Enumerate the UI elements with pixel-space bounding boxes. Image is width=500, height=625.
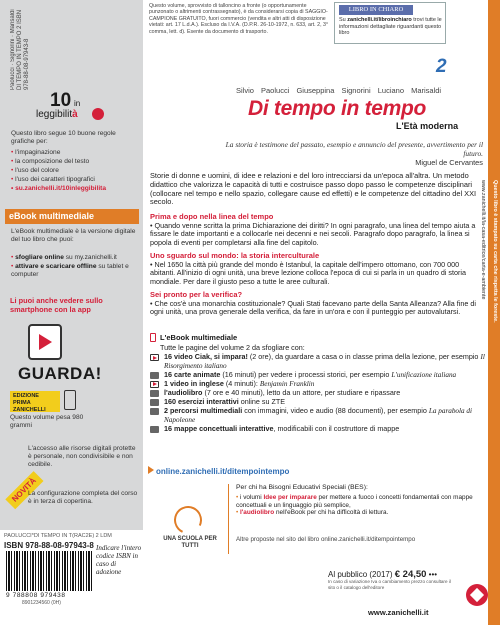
price-value: € 24,50 <box>394 569 427 580</box>
volume-number: 2 <box>436 56 447 77</box>
bes-list <box>236 494 476 517</box>
price-label: Al pubblico <box>328 570 368 579</box>
leggibilita-word-suffix: à <box>72 109 78 120</box>
section-verifica <box>150 291 482 317</box>
barcode-number: 9 788808 979438 <box>6 592 66 599</box>
config-text: La configurazione completa del corso è in terza di copertina. <box>28 490 138 505</box>
rule-item: • l'impaginazione <box>11 148 139 157</box>
price-note: In caso di variazione Iva o cambiamento prezzo consultare il sito o il catalogo dell'editore <box>328 579 451 590</box>
item-bold: l'audiolibro <box>164 387 203 397</box>
ebook-main-intro: Tutte le pagine del volume 2 da sfogliare con: <box>160 343 305 352</box>
bes-item <box>236 494 476 509</box>
barcode-small-code: 8901234560 (0H) <box>22 600 61 606</box>
item-italic: Il Risorgimento italiano <box>164 353 485 370</box>
ebook-option-bold: sfogliare online <box>15 254 64 261</box>
leggibilita-number: 10 <box>50 90 72 111</box>
libro-text-prefix: Su <box>339 17 348 23</box>
item-bold: 16 video Ciak, si impara! <box>164 352 248 361</box>
leggibilita-logo <box>34 90 106 124</box>
guarda-app-logo <box>10 324 120 390</box>
item-bold: 16 carte animate <box>164 369 221 379</box>
play-icon <box>28 324 62 360</box>
right-strip-text: Questo libro è stampato su carta che rispetta le foreste. <box>492 180 498 323</box>
item-rest: (16 minuti) per vedere i processi storici, per esempio <box>220 369 392 379</box>
section-item: • Quando venne scritta la prima Dichiarazione dei diritti? In ogni paragrafo, una linea del tempo aiuta a fissare le date importanti e a collocarle nei decenni e nei secoli. Paragrafo dopo paragrafo, la linea si popola di eventi per completarsi alla fine del capitolo. <box>150 222 482 248</box>
leggibilita-word-prefix: leggibilit <box>36 109 73 120</box>
ebook-main-heading: L'eBook multimediale <box>160 333 238 342</box>
section-heading: Sei pronto per la verifica? <box>150 290 243 299</box>
rule-item: • l'uso dei caratteri tipografici <box>11 175 139 184</box>
barcode-icon <box>6 551 94 591</box>
bes-item-prefix: i volumi <box>240 494 264 501</box>
isbn-note: Indicare l'intero codice ISBN in caso di adozione <box>96 544 142 576</box>
logo-circle-icon <box>170 502 206 538</box>
section-heading: Prima e dopo nella linea del tempo <box>150 212 274 221</box>
libro-in-chiaro-title: LIBRO IN CHIARO <box>339 5 413 15</box>
libro-in-chiaro-box[interactable] <box>334 2 446 44</box>
item-bold: 160 esercizi interattivi <box>164 396 239 406</box>
book-description: Storie di donne e uomini, di idee e relazioni e del loro intrecciarsi da un'epoca all'altra. Un metodo didattico che valorizza le capacità di tutti e costruisce passo dopo passo le competenze disciplinari (collocare nel tempo e nello spazio, collegare cause ed effetti) e le competenze del cittadino del XXI secolo. <box>150 171 477 207</box>
ebook-option-rest: su tablet e computer <box>11 263 129 278</box>
guarda-caption: Li puoi anche vedere sullo smartphone con la app <box>10 296 103 314</box>
section-item: • Nel 1650 la città più grande del mondo è Istanbul, la capitale dell'impero ottomano, con 700 000 abitanti. All'inizio di ogni unità, una breve lezione colloca l'epoca di cui si parla in un quadro di storia mondiale. Per dare il giusto peso a tutte le aree culturali. <box>150 261 482 287</box>
quote-author: Miguel de Cervantes <box>415 158 483 167</box>
sample-copy-note: Questo volume, sprovvisto di talloncino a fronte (o opportunamente punzonato o altrimenti contrassegnato), è da considerarsi copia di SAGGIO-CAMPIONE GRATUITO, fuori commercio (vendita e altri atti di disposizione vietati: art. 17 L.d.A.). Escluso da I.V.A. (D.P.R. 26-10-1972, n. 633, art. 2, 3° comma, lett. d). Esente da documento di trasporto. <box>149 3 329 35</box>
logo-text: UNA SCUOLA PER TUTTI <box>163 536 217 549</box>
ebook-content-item <box>150 425 486 434</box>
item-bold: 1 video in inglese <box>164 378 224 388</box>
ebook-content-item <box>150 407 486 424</box>
price-dots: ••• <box>428 570 438 579</box>
animation-icon <box>150 372 159 379</box>
section-heading: Uno sguardo sul mondo: la storia interculturale <box>150 251 320 260</box>
rules-list <box>11 148 139 193</box>
section-item: • Che cos'è una monarchia costituzionale? Quali Stati facevano parte della Santa Alleanza? Alla fine di ogni unità, una prova generale della verifica, da fare in un'ora e con il punteggio per autovalutarsi. <box>150 300 482 317</box>
bes-block <box>150 484 482 570</box>
item-rest: con immagini, video e audio (88 documenti), per esempio <box>242 406 429 416</box>
bes-footer: Altre proposte nel sito del libro online.zanichelli.it/ditempointempo <box>236 536 416 543</box>
ebook-band: eBook multimediale <box>5 209 139 224</box>
rule-item: • l'uso del colore <box>11 166 139 175</box>
item-rest: (7 ore e 40 minuti), letto da un attore, per studiare e ripassare <box>202 387 401 397</box>
item-bold: 16 mappe concettuali interattive <box>164 423 274 433</box>
map-icon <box>150 426 159 433</box>
bes-item <box>236 509 476 517</box>
section-world <box>150 252 482 286</box>
bes-item-bold: Idee per imparare <box>263 494 317 501</box>
leggibilita-in: in <box>74 99 81 108</box>
novita-label: NOVITÀ <box>5 471 43 509</box>
isbn-label: ISBN 978-88-08-97943-8 <box>4 541 94 550</box>
smartphone-icon <box>64 390 76 410</box>
bes-title: Per chi ha Bisogni Educativi Speciali (BES): <box>236 484 368 491</box>
catalog-code: PAOLUCCI*DI TEMPO IN T(RAC2E) 2 LDM <box>4 533 112 539</box>
book-title: Di tempo in tempo <box>248 97 427 120</box>
ebook-phone-icon <box>150 333 156 342</box>
ebook-options <box>11 254 139 280</box>
item-italic: L'unificazione italiana <box>391 370 457 379</box>
edition-vertical-text: Paolucci · Signorini · Marisaldi DI TEMPO IN TEMPO 2 ISBN 978-88-08-97943-8 <box>10 9 30 90</box>
bes-item-bold: l'audiolibro <box>240 509 275 517</box>
leggibilita-link[interactable]: • su.zanichelli.it/10inleggibilita <box>11 184 139 193</box>
ebook-content-list <box>150 353 486 434</box>
item-rest: (4 minuti): <box>223 378 260 388</box>
scuola-per-tutti-logo <box>160 506 220 549</box>
online-resources-link[interactable]: online.zanichelli.it/ditempointempo <box>156 467 290 476</box>
arrow-right-icon <box>148 466 154 474</box>
book-subtitle: L'Età moderna <box>396 121 459 131</box>
right-strip-url: www.zanichelli.it/la-casa-editrice/carta-e-ambiente <box>480 180 486 300</box>
ebook-content-item <box>150 353 486 370</box>
libro-text-suffix: trovi tutte le informazioni dettagliate riguardanti questo libro <box>339 17 442 37</box>
audio-icon <box>150 390 159 397</box>
weight-text: Questo volume pesa 980 grammi <box>10 414 84 429</box>
access-text: L'accesso alle risorse digitali protette è personale, non condivisibile e non cedibile. <box>28 445 136 468</box>
item-rest: online su ZTE <box>238 396 286 406</box>
zanichelli-logo-icon <box>466 584 488 606</box>
ebook-option <box>11 263 139 279</box>
leggibilita-word <box>36 109 78 120</box>
item-rest: (2 ore), da guardare a casa o in classe prima della lezione, per esempio <box>247 352 481 361</box>
item-rest: , modificabili con il costruttore di mappe <box>273 423 400 433</box>
authors: Silvio Paolucci Giuseppina Signorini Luciano Marisaldi <box>236 86 442 95</box>
libro-in-chiaro-text <box>339 17 443 37</box>
section-timeline <box>150 213 482 247</box>
ebook-option <box>11 254 139 262</box>
ebook-description: L'eBook multimediale è la versione digitale del tuo libro che puoi: <box>11 228 136 243</box>
rules-intro: Questo libro segue 10 buone regole grafiche per: <box>11 130 116 145</box>
exercise-icon <box>150 399 159 406</box>
ebook-option-bold: attivare e scaricare offline <box>15 263 97 270</box>
guarda-word: GUARDA! <box>18 364 102 383</box>
bes-divider <box>228 484 229 554</box>
leggibilita-dot-icon <box>92 108 104 120</box>
premium-badge: EDIZIONE PRIMA ZANICHELLI <box>10 391 60 412</box>
rule-item: • la composizione del testo <box>11 157 139 166</box>
quote-text: La storia è testimone del passato, esempio e annuncio del presente, avvertimento per il futuro. <box>225 140 483 158</box>
item-italic: Benjamin Franklin <box>259 379 315 388</box>
item-italic: La parabola di Napoleone <box>164 407 473 424</box>
bes-item-rest: per mettere a fuoco i concetti fondamentali con mappe concettuali e un linguaggio più semplice, <box>236 494 473 509</box>
ebook-option-rest: su my.zanichelli.it <box>63 254 117 261</box>
price-year: (2017) <box>369 570 393 579</box>
libro-in-chiaro-link[interactable]: zanichelli.it/libroinchiaro <box>347 17 412 23</box>
bes-item-rest: nell'eBook per chi ha difficoltà di lettura. <box>274 509 389 517</box>
multimedia-icon <box>150 408 159 415</box>
video-play-icon <box>150 381 159 388</box>
publisher-url[interactable]: www.zanichelli.it <box>368 608 429 617</box>
video-play-icon <box>150 354 159 361</box>
item-bold: 2 percorsi multimediali <box>164 406 243 416</box>
